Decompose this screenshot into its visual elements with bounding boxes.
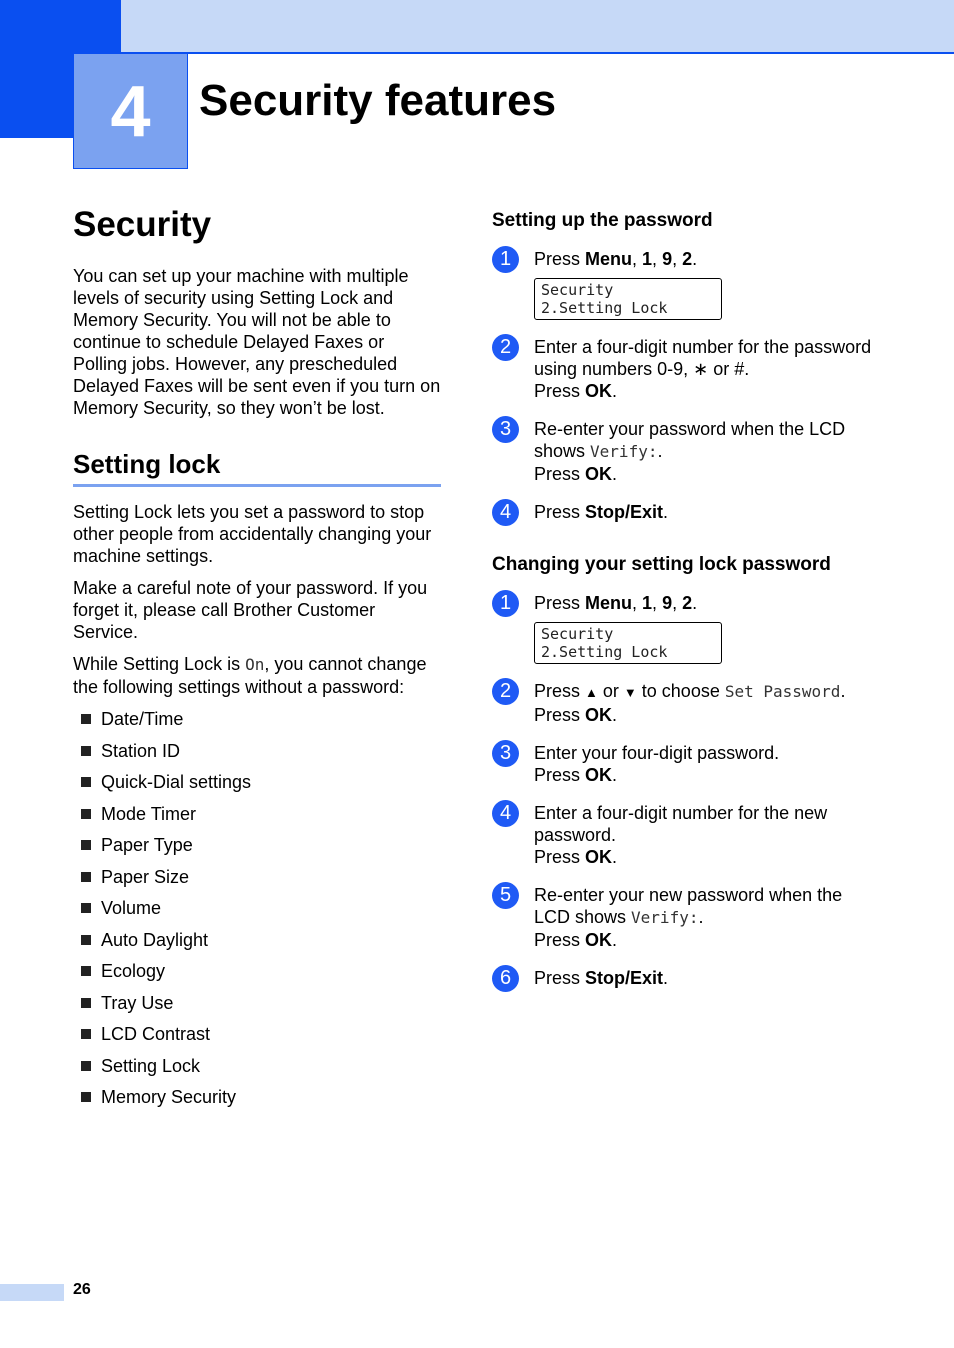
t: . xyxy=(698,907,704,927)
change-heading: Changing your setting lock password xyxy=(492,554,831,575)
key: 2 xyxy=(682,593,693,613)
step-number-icon: 3 xyxy=(492,740,519,767)
step-text xyxy=(534,884,872,951)
bullet-square-icon xyxy=(81,966,91,976)
list-item-label: LCD Contrast xyxy=(101,1024,211,1044)
t: , xyxy=(672,249,683,269)
list-item xyxy=(73,929,441,961)
t: Press xyxy=(534,765,586,785)
key-menu: Menu xyxy=(585,249,633,269)
setup-step-3 xyxy=(492,418,872,485)
bullet-square-icon xyxy=(81,998,91,1008)
left-column xyxy=(73,205,441,1118)
step-number-icon: 3 xyxy=(492,416,519,443)
step-number-icon: 6 xyxy=(492,965,519,992)
key: 1 xyxy=(642,593,653,613)
t: Press xyxy=(534,593,586,613)
t: Enter a four-digit number for the new password. xyxy=(534,803,828,845)
setting-lock-p3 xyxy=(73,653,441,698)
bullet-square-icon xyxy=(81,1092,91,1102)
key-ok: OK xyxy=(585,381,613,401)
t: Enter a four-digit number for the password using numbers 0-9, xyxy=(534,337,872,379)
bullet-square-icon xyxy=(81,903,91,913)
step-number-icon: 2 xyxy=(492,334,519,361)
chapter-title: Security features xyxy=(199,76,557,125)
step-number-icon: 1 xyxy=(492,590,519,617)
list-item-label: Auto Daylight xyxy=(101,929,209,950)
down-arrow-icon: ▼ xyxy=(623,685,637,700)
up-arrow-icon: ▲ xyxy=(585,685,598,700)
list-item-label: Date/Time xyxy=(101,709,184,729)
change-step-3 xyxy=(492,742,872,786)
list-item-label: Volume xyxy=(101,898,162,918)
change-step-5 xyxy=(492,884,872,951)
t: . xyxy=(663,502,669,522)
list-item-label: Paper Type xyxy=(101,835,193,855)
t: Enter your four-digit password. xyxy=(534,743,780,763)
step-text xyxy=(534,742,779,786)
list-item-label: Tray Use xyxy=(101,992,174,1013)
list-item xyxy=(73,771,441,803)
step-number-icon: 2 xyxy=(492,678,519,705)
step-text xyxy=(534,248,722,320)
step-text xyxy=(534,680,845,726)
t: Press xyxy=(534,681,586,701)
step-text xyxy=(534,336,872,402)
setup-step-2 xyxy=(492,336,872,402)
list-item-label: Paper Size xyxy=(101,866,190,887)
t: . xyxy=(840,681,846,701)
list-item-label: Station ID xyxy=(101,740,181,761)
bullet-square-icon xyxy=(81,935,91,945)
bullet-square-icon xyxy=(81,1061,91,1071)
step-number-icon: 5 xyxy=(492,882,519,909)
step-text xyxy=(534,592,722,664)
bullet-square-icon xyxy=(81,746,91,756)
key: 1 xyxy=(642,249,653,269)
lcd-text: Verify: xyxy=(631,908,699,927)
list-item xyxy=(73,1086,441,1118)
chapter-number: 4 xyxy=(73,53,188,169)
step-number-icon: 1 xyxy=(492,246,519,273)
step-number-icon: 4 xyxy=(492,499,519,526)
lcd-text: Verify: xyxy=(590,442,658,461)
key-ok: OK xyxy=(585,930,613,950)
bullet-square-icon xyxy=(81,809,91,819)
t: . xyxy=(612,705,618,725)
t: Press xyxy=(534,381,586,401)
lcd-display xyxy=(534,622,722,664)
key-ok: OK xyxy=(585,847,613,867)
lcd-line: Security xyxy=(541,281,614,299)
list-item xyxy=(73,992,441,1024)
change-step-6 xyxy=(492,967,872,992)
setting-lock-p2: Make a careful note of your password. If you forget it, please call Brother Customer Service. xyxy=(73,578,428,642)
p3-text-end: , you cannot change the following settings without a password: xyxy=(73,654,427,697)
bullet-square-icon xyxy=(81,1029,91,1039)
t: , xyxy=(632,249,643,269)
list-item xyxy=(73,866,441,898)
t: Press xyxy=(534,847,586,867)
list-item xyxy=(73,1023,441,1055)
p3-text: While Setting Lock is xyxy=(73,654,246,674)
t: , xyxy=(652,249,663,269)
t: Press xyxy=(534,249,586,269)
list-item xyxy=(73,834,441,866)
setting-lock-heading: Setting lock xyxy=(73,449,441,487)
list-item xyxy=(73,740,441,772)
t: Press xyxy=(534,968,586,988)
t: or xyxy=(597,681,624,701)
star-key: ∗ xyxy=(693,359,709,379)
key-ok: OK xyxy=(585,765,613,785)
t: . xyxy=(657,441,663,461)
footer-bar xyxy=(0,1284,64,1301)
step-text xyxy=(534,967,668,989)
change-step-1 xyxy=(492,592,872,664)
page-number: 26 xyxy=(73,1281,91,1298)
security-heading: Security xyxy=(73,205,212,244)
list-item xyxy=(73,897,441,929)
bullet-square-icon xyxy=(81,714,91,724)
t: Press xyxy=(534,930,586,950)
t: . xyxy=(692,249,698,269)
bullet-square-icon xyxy=(81,777,91,787)
list-item xyxy=(73,960,441,992)
list-item-label: Memory Security xyxy=(101,1087,237,1107)
lcd-line: Security xyxy=(541,625,614,643)
t: Press xyxy=(534,705,586,725)
list-item-label: Setting Lock xyxy=(101,1055,201,1076)
security-intro: You can set up your machine with multiple levels of security using Setting Lock and Memory Security. You will not be able to continue to schedule Delayed Faxes or Polling jobs. However, any prescheduled Delayed Faxes will be sent even if you turn on Memory Security, so they won’t be lost. xyxy=(73,266,441,418)
key: 9 xyxy=(662,593,673,613)
t: Press xyxy=(534,502,586,522)
on-value: On xyxy=(245,655,265,674)
bullet-square-icon xyxy=(81,840,91,850)
t: . xyxy=(612,381,618,401)
step-number-icon: 4 xyxy=(492,800,519,827)
t: , xyxy=(672,593,683,613)
t: or #. xyxy=(708,359,750,379)
t: to choose xyxy=(636,681,725,701)
key: 2 xyxy=(682,249,693,269)
bullet-square-icon xyxy=(81,872,91,882)
list-item xyxy=(73,708,441,740)
setup-step-4 xyxy=(492,501,872,526)
list-item-label: Ecology xyxy=(101,961,166,981)
t: Press xyxy=(534,464,586,484)
t: . xyxy=(612,464,618,484)
setup-step-1 xyxy=(492,248,872,320)
t: , xyxy=(632,593,643,613)
setup-heading: Setting up the password xyxy=(492,210,713,231)
step-text xyxy=(534,418,872,485)
t: . xyxy=(663,968,669,988)
change-step-2 xyxy=(492,680,872,726)
change-step-4 xyxy=(492,802,872,868)
key-ok: OK xyxy=(585,705,613,725)
locked-settings-list xyxy=(73,708,441,1118)
header-light-band xyxy=(121,0,954,54)
lcd-line: 2.Setting Lock xyxy=(541,299,668,317)
step-text xyxy=(534,802,872,868)
key-stop-exit: Stop/Exit xyxy=(585,502,664,522)
t: Re-enter your new password when the LCD shows xyxy=(534,885,843,927)
lcd-line: 2.Setting Lock xyxy=(541,643,668,661)
step-text xyxy=(534,501,668,523)
t: . xyxy=(692,593,698,613)
list-item-label: Quick-Dial settings xyxy=(101,772,252,792)
t: . xyxy=(612,930,618,950)
key-ok: OK xyxy=(585,464,613,484)
t: Re-enter your password when the LCD shows xyxy=(534,419,846,461)
list-item-label: Mode Timer xyxy=(101,803,197,824)
t: . xyxy=(612,847,618,867)
right-column xyxy=(492,210,872,1008)
list-item xyxy=(73,803,441,835)
key-stop-exit: Stop/Exit xyxy=(585,968,664,988)
lcd-display xyxy=(534,278,722,320)
lcd-text: Set Password xyxy=(724,682,841,701)
t: . xyxy=(612,765,618,785)
key: 9 xyxy=(662,249,673,269)
key-menu: Menu xyxy=(585,593,633,613)
setting-lock-p1: Setting Lock lets you set a password to stop other people from accidentally changing your machine settings. xyxy=(73,502,432,566)
t: , xyxy=(652,593,663,613)
list-item xyxy=(73,1055,441,1087)
